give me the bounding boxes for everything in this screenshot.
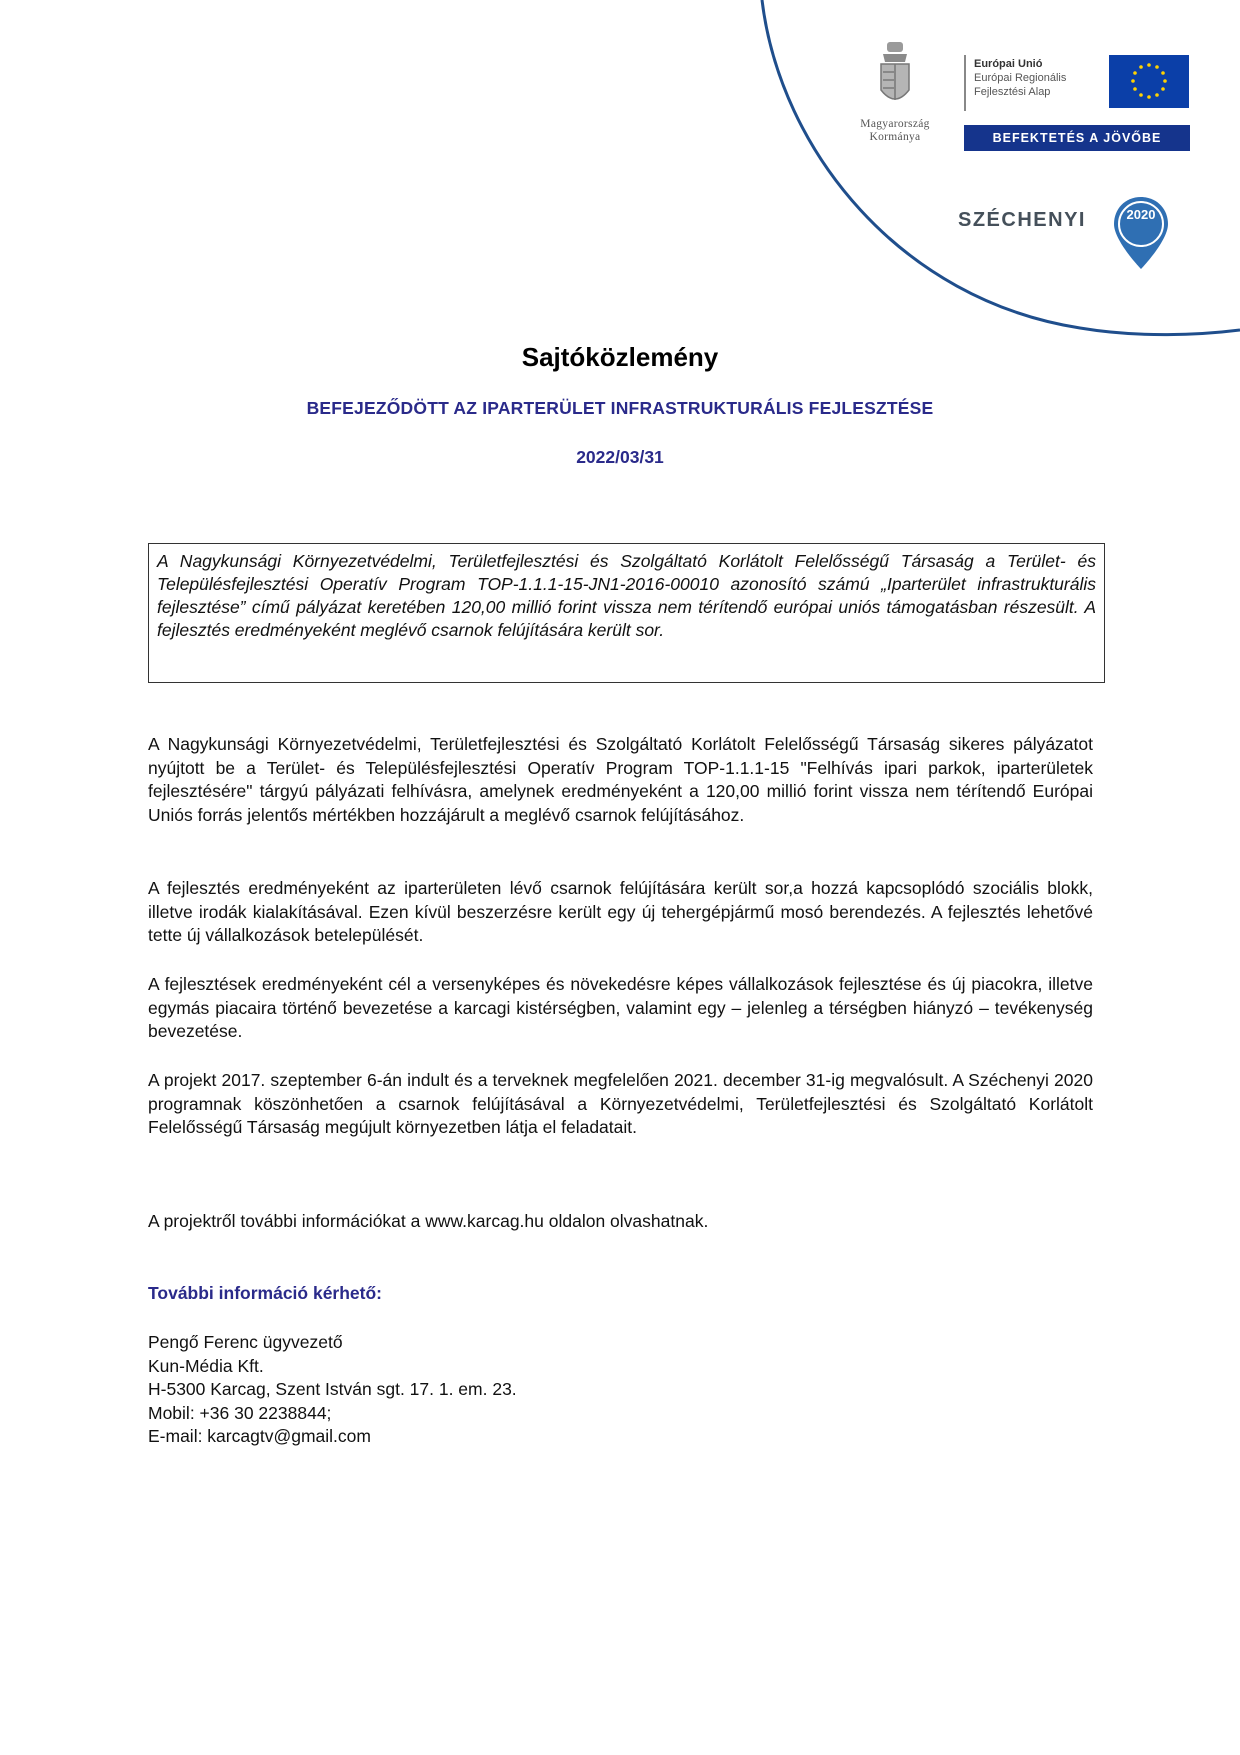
hungarian-government-logo <box>840 40 950 144</box>
contact-company: Kun-Média Kft. <box>148 1355 264 1376</box>
contact-heading: További információ kérhető: <box>148 1283 383 1303</box>
szechenyi-year: 2020 <box>1126 207 1156 222</box>
szechenyi-2020-logo <box>958 195 1198 275</box>
body-paragraph: A Nagykunsági Környezetvédelmi, Területfejlesztési és Szolgáltató Korlátolt Felelősségű Társaság sikeres pályázatot nyújtott be a Terület- és Településfejlesztési Operatív Program TOP-1.1.1-15 "Felhívás ipari parkok, iparterületek fejlesztésére" tárgyú pályázati felhívásra, amelynek eredményeként a 120,00 millió forint vissza nem térítendő Európai Uniós forrás jelentős mértékben hozzájárult a meglévő csarnok felújításához. <box>148 734 1093 825</box>
gov-logo-text: Magyarország Kormánya <box>860 118 930 143</box>
summary-text: A Nagykunsági Környezetvédelmi, Területfejlesztési és Szolgáltató Korlátolt Felelősségű Társaság a Terület- és Településfejlesztési Operatív Program TOP-1.1.1-15-JN1-2016-00010 azonosító számú „Iparterület infrastrukturális fejlesztése” című pályázat keretében 120,00 millió forint vissza nem térítendő európai uniós támogatásban részesült. A fejlesztés eredményeként meglévő csarnok felújítására került sor. <box>157 551 1096 640</box>
summary-box <box>148 543 1105 683</box>
szechenyi-label: SZÉCHENYI <box>958 209 1086 231</box>
more-info-paragraph: A projektről további információkat a www.karcag.hu oldalon olvashatnak. <box>148 1211 709 1231</box>
eu-line-regional: Európai Regionális <box>974 72 1067 84</box>
press-date: 2022/03/31 <box>576 447 664 467</box>
eu-banner: BEFEKTETÉS A JÖVŐBE <box>964 125 1190 151</box>
coat-of-arms-icon <box>875 40 915 112</box>
contact-email: E-mail: karcagtv@gmail.com <box>148 1426 371 1446</box>
body-paragraph: A fejlesztések eredményeként cél a versenyképes és növekedésre képes vállalkozások fejlesztése és új piacokra, illetve egymás piacaira történő bevezetése a karcagi kistérségben, valamint egy – jelenleg a térségben hiányzó – tevékenység bevezetése. <box>148 974 1093 1041</box>
contact-address: H-5300 Karcag, Szent István sgt. 17. 1. em. 23. <box>148 1379 517 1399</box>
eu-text <box>964 55 1102 111</box>
contact-phone: Mobil: +36 30 2238844; <box>148 1402 332 1423</box>
page-subtitle: BEFEJEZŐDÖTT AZ IPARTERÜLET INFRASTRUKTURÁLIS FEJLESZTÉSE <box>306 398 934 418</box>
contact-name: Pengő Ferenc ügyvezető <box>148 1332 343 1352</box>
eu-line-fund: Fejlesztési Alap <box>974 86 1051 98</box>
header-arc <box>0 0 1240 340</box>
body-paragraph: A projekt 2017. szeptember 6-án indult és a terveknek megfelelően 2021. december 31-ig megvalósult. A Széchenyi 2020 programnak köszönhetően a csarnok felújításával a Környezetvédelmi, Területfejlesztési és Szolgáltató Korlátolt Felelősségű Társaság megújult környezetben látja el feladatait. <box>148 1070 1093 1137</box>
eu-flag-icon <box>1109 55 1189 108</box>
contact-block <box>148 1331 517 1449</box>
eu-line-union: Európai Unió <box>974 58 1043 70</box>
body-paragraph: A fejlesztés eredményeként az iparterületen lévő csarnok felújítására került sor,a hozzá kapcsoplódó szociális blokk, illetve irodák kialakításával. Ezen kívül beszerzésre került egy új tehergépjármű mosó berendezés. A fejlesztés lehetővé tette új vállalkozások betelepülését. <box>148 878 1093 945</box>
page-title: Sajtóközlemény <box>521 342 719 372</box>
